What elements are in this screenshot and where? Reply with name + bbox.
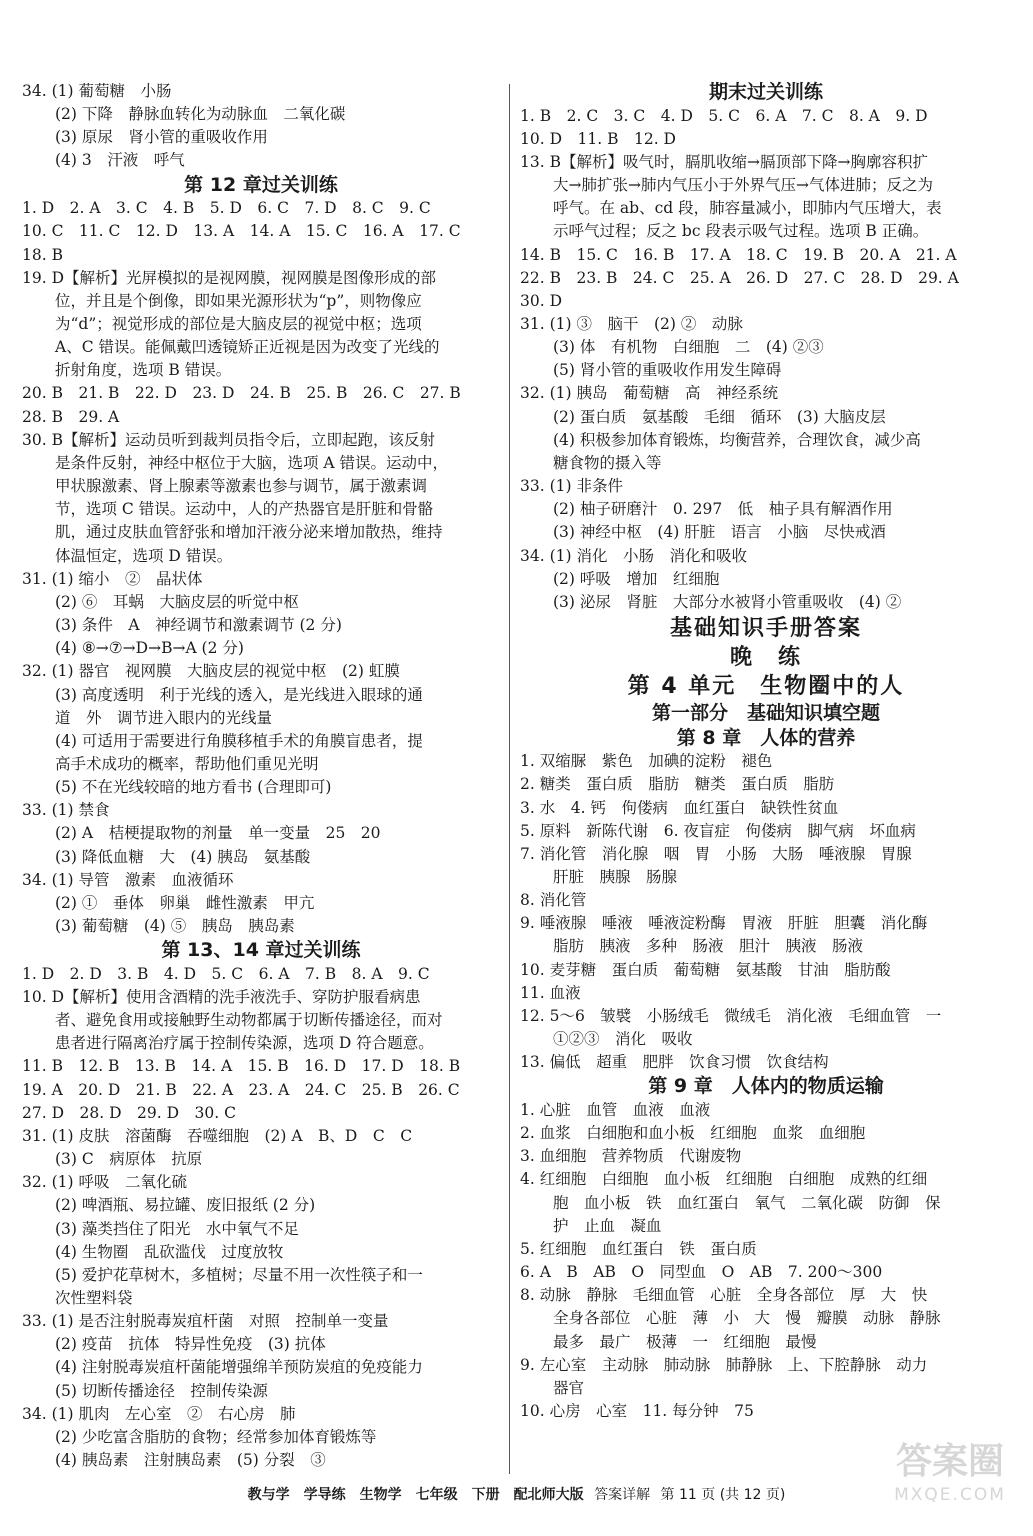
watermark-url: MXQE.COM xyxy=(894,1485,1006,1505)
answer-line: 折射角度，选项 B 错误。 xyxy=(55,361,232,380)
answer-line: 11. B 12. B 13. B 14. A 15. B 16. D 17. D 18. B xyxy=(22,1057,461,1076)
footer-page-number: 第 11 页 (共 12 页) xyxy=(660,1487,786,1503)
answer-line: 32. (1) 呼吸 二氧化硫 xyxy=(22,1173,187,1192)
answer-line: 节，选项 C 错误。运动中，人的产热器官是肝脏和骨骼 xyxy=(55,500,434,519)
answer-line: 9. 唾液腺 唾液 唾液淀粉酶 胃液 肝脏 胆囊 消化酶 xyxy=(520,914,928,933)
answer-line: 32. (1) 胰岛 葡萄糖 高 神经系统 xyxy=(520,384,778,403)
section-heading: 第 9 章 人体内的物质运输 xyxy=(648,1075,884,1098)
answer-line: 3. 水 4. 钙 佝偻病 血红蛋白 缺铁性贫血 xyxy=(520,798,839,817)
answer-line: 4. 红细胞 白细胞 血小板 红细胞 白细胞 成熟的红细 xyxy=(520,1170,928,1189)
answer-line: A、C 错误。能佩戴凹透镜矫正近视是因为改变了光线的 xyxy=(55,338,440,357)
answer-line: 31. (1) ③ 脑干 (2) ② 动脉 xyxy=(520,315,743,333)
answer-line: (2) ① 垂体 卵巢 雌性激素 甲亢 xyxy=(55,893,315,912)
answer-line: 位，并且是个倒像，即如果光源形状为“p”，则物像应 xyxy=(55,291,422,310)
answer-line: 1. D 2. A 3. C 4. B 5. D 6. C 7. D 8. C 9. C xyxy=(22,199,431,218)
answer-line: 13. B【解析】吸气时，膈肌收缩→膈顶部下降→胸廓容积扩 xyxy=(520,152,928,171)
answer-line: 34. (1) 葡萄糖 小肠 xyxy=(22,82,172,100)
answer-line: (4) 可适用于需要进行角膜移植手术的角膜盲患者，提 xyxy=(55,731,423,750)
answer-line: 2. 血浆 白细胞和血小板 红细胞 血浆 血细胞 xyxy=(520,1124,866,1143)
answer-line: (4) 生物圈 乱砍滥伐 过度放牧 xyxy=(55,1242,284,1261)
footer-section: 答案详解 xyxy=(594,1487,651,1503)
answer-line: 20. B 21. B 22. D 23. D 24. B 25. B 26. C 27. B xyxy=(22,384,461,403)
answer-line: 2. 糖类 蛋白质 脂肪 糖类 蛋白质 脂肪 xyxy=(520,775,835,794)
answer-line: 22. B 23. B 24. C 25. A 26. D 27. C 28. D 29. A xyxy=(520,268,959,287)
answer-line: (5) 不在光线较暗的地方看书 (合理即可) xyxy=(55,778,332,797)
answer-line: 9. 左心室 主动脉 肺动脉 肺静脉 上、下腔静脉 动力 xyxy=(520,1355,928,1374)
answer-line: (5) 爱护花草树木，多植树；尽量不用一次性筷子和一 xyxy=(55,1265,423,1284)
section-heading: 期末过关训练 xyxy=(708,81,823,103)
section-heading: 第 8 章 人体的营养 xyxy=(676,726,856,749)
answer-line: 脂肪 胰液 多种 肠液 胆汁 胰液 肠液 xyxy=(553,937,864,956)
answer-line: (2) 下降 静脉血转化为动脉血 二氧化碳 xyxy=(55,105,346,124)
answer-line: 18. B xyxy=(22,245,63,264)
right-answer-column xyxy=(520,80,1012,1423)
answer-line: (2) 少吃富含脂肪的食物；经常参加体育锻炼等 xyxy=(55,1427,377,1446)
answer-line: 为“d”；视觉形成的部位是大脑皮层的视觉中枢；选项 xyxy=(55,315,422,333)
answer-line: 示呼气过程；反之 bc 段表示吸气过程。选项 B 正确。 xyxy=(553,222,929,241)
answer-line: 32. (1) 器官 视网膜 大脑皮层的视觉中枢 (2) 虹膜 xyxy=(22,662,400,681)
answer-line: (3) 体 有机物 白细胞 二 (4) ②③ xyxy=(553,338,824,357)
answer-line: (2) 柚子研磨汁 0. 297 低 柚子具有解酒作用 xyxy=(553,500,893,519)
answer-line: 33. (1) 是否注射脱毒炭疽杆菌 对照 控制单一变量 xyxy=(22,1312,389,1331)
answer-line: (3) 条件 A 神经调节和激素调节 (2 分) xyxy=(55,616,342,635)
answer-line: 30. D xyxy=(520,291,563,310)
answer-line: 19. D【解析】光屏模拟的是视网膜，视网膜是图像形成的部 xyxy=(22,268,437,287)
answer-line: 7. 消化管 消化腺 咽 胃 小肠 大肠 唾液腺 胃腺 xyxy=(520,844,912,863)
answer-line: 胞 血小板 铁 血红蛋白 氧气 二氧化碳 防御 保 xyxy=(553,1193,941,1212)
answer-line: (2) 呼吸 增加 红细胞 xyxy=(553,569,720,588)
watermark-text: 答案圈 xyxy=(895,1441,1004,1482)
section-heading: 第 13、14 章过关训练 xyxy=(161,939,361,962)
answer-line: (5) 肾小管的重吸收作用发生障碍 xyxy=(553,361,782,380)
answer-line: 甲状腺激素、肾上腺素等激素也参与调节，属于激素调 xyxy=(55,477,428,496)
answer-line: (4) 胰岛素 注射胰岛素 (5) 分裂 ③ xyxy=(55,1451,326,1470)
answer-line: (5) 切断传播途径 控制传染源 xyxy=(55,1381,268,1400)
answer-line: 34. (1) 导管 激素 血液循环 xyxy=(22,870,234,889)
answer-line: 33. (1) 非条件 xyxy=(520,477,623,496)
answer-line: 31. (1) 缩小 ② 晶状体 xyxy=(22,569,203,588)
answer-line: 次性塑料袋 xyxy=(55,1289,133,1307)
answer-line: 糖食物的摄入等 xyxy=(553,453,662,472)
answer-line: 护 止血 凝血 xyxy=(553,1216,662,1235)
answer-line: 10. 心房 心室 11. 每分钟 75 xyxy=(520,1402,754,1421)
answer-line: 14. B 15. C 16. B 17. A 18. C 19. B 20. A 21. A xyxy=(520,245,957,264)
answer-line: 1. 双缩脲 紫色 加碘的淀粉 褪色 xyxy=(520,752,773,771)
left-answer-column xyxy=(22,80,500,1472)
answer-line: 者、避免食用或接触野生动物都属于切断传播途径，而对 xyxy=(55,1011,443,1030)
answer-line: (3) C 病原体 抗原 xyxy=(55,1150,203,1169)
answer-line: 27. D 28. D 29. D 30. C xyxy=(22,1103,236,1122)
answer-line: 5. 原料 新陈代谢 6. 夜盲症 佝偻病 脚气病 坏血病 xyxy=(520,821,916,840)
answer-line: 1. 心脏 血管 血液 血液 xyxy=(520,1101,711,1119)
answer-line: (2) 啤酒瓶、易拉罐、废旧报纸 (2 分) xyxy=(55,1196,316,1215)
answer-line: (4) 积极参加体育锻炼，均衡营养，合理饮食，减少高 xyxy=(553,430,921,449)
answer-line: 最多 最广 极薄 一 红细胞 最慢 xyxy=(553,1332,817,1351)
watermark-logo xyxy=(880,1440,1020,1530)
answer-line: 13. 偏低 超重 肥胖 饮食习惯 饮食结构 xyxy=(520,1053,829,1072)
answer-line: (2) A 桔梗提取物的剂量 单一变量 25 20 xyxy=(55,824,381,843)
answer-line: 19. A 20. D 21. B 22. A 23. A 24. C 25. B 26. C xyxy=(22,1080,460,1099)
footer-book-title: 教与学 学导练 生物学 七年级 下册 配北师大版 xyxy=(247,1487,584,1503)
answer-line: (3) 降低血糖 大 (4) 胰岛 氨基酸 xyxy=(55,847,311,866)
answer-line: (3) 神经中枢 (4) 肝脏 语言 小脑 尽快戒酒 xyxy=(553,523,886,542)
answer-line: (2) ⑥ 耳蜗 大脑皮层的听觉中枢 xyxy=(55,592,299,611)
answer-line: (4) 3 汗液 呼气 xyxy=(55,151,185,170)
answer-line: 31. (1) 皮肤 溶菌酶 吞噬细胞 (2) A B、D C C xyxy=(22,1126,413,1145)
answer-line: 道 外 调节进入眼内的光线量 xyxy=(55,708,273,727)
answer-line: 8. 动脉 静脉 毛细血管 心脏 全身各部位 厚 大 快 xyxy=(520,1286,928,1305)
section-heading: 第 4 单元 生物圈中的人 xyxy=(627,674,905,700)
answer-line: 11. 血液 xyxy=(520,983,581,1002)
answer-line: 6. A B AB O 同型血 O AB 7. 200～300 xyxy=(520,1263,883,1282)
answer-line: 10. D【解析】使用含酒精的洗手液洗手、穿防护服看病患 xyxy=(22,987,421,1006)
answer-line: 呼气。在 ab、cd 段，肺容量减小，即肺内气压增大，表 xyxy=(553,199,942,218)
section-heading: 第 12 章过关训练 xyxy=(184,173,338,196)
answer-line: 大→肺扩张→肺内气压小于外界气压→气体进肺；反之为 xyxy=(553,176,933,195)
answer-line: 肌，通过皮肤血管舒张和增加汗液分泌来增加散热，维持 xyxy=(55,523,443,542)
answer-line: 34. (1) 消化 小肠 消化和吸收 xyxy=(520,546,747,565)
answer-line: 是条件反射，神经中枢位于大脑，选项 A 错误。运动中， xyxy=(55,453,449,472)
answer-line: 34. (1) 肌肉 左心室 ② 右心房 肺 xyxy=(22,1404,296,1423)
section-heading: 基础知识手册答案 xyxy=(669,616,862,642)
answer-line: (3) 原尿 肾小管的重吸收作用 xyxy=(55,128,268,147)
answer-line: (2) 蛋白质 氨基酸 毛细 循环 (3) 大脑皮层 xyxy=(553,407,886,426)
answer-line: 10. D 11. B 12. D xyxy=(520,129,676,148)
answer-line: 高手术成功的概率，帮助他们重见光明 xyxy=(55,754,319,773)
column-divider xyxy=(509,84,510,1474)
answer-line: 体温恒定，选项 D 错误。 xyxy=(55,546,233,565)
answer-line: 10. 麦芽糖 蛋白质 葡萄糖 氨基酸 甘油 脂肪酸 xyxy=(520,960,891,979)
answer-line: 患者进行隔离治疗属于控制传染源，选项 D 符合题意。 xyxy=(55,1034,434,1053)
answer-line: 28. B 29. A xyxy=(22,407,120,426)
answer-line: 30. B【解析】运动员听到裁判员指令后，立即起跑，该反射 xyxy=(22,430,435,449)
answer-line: (2) 疫苗 抗体 特异性免疫 (3) 抗体 xyxy=(55,1335,326,1354)
section-heading: 晚 练 xyxy=(729,645,802,671)
answer-line: ①②③ 消化 吸收 xyxy=(553,1030,693,1049)
answer-line: (3) 藻类挡住了阳光 水中氧气不足 xyxy=(55,1219,299,1238)
answer-line: 8. 消化管 xyxy=(520,891,587,910)
answer-line: (3) 葡萄糖 (4) ⑤ 胰岛 胰岛素 xyxy=(55,917,295,936)
section-heading: 第一部分 基础知识填空题 xyxy=(651,702,880,725)
answer-line: (4) 注射脱毒炭疽杆菌能增强绵羊预防炭疽的免疫能力 xyxy=(55,1358,423,1377)
answer-line: 肝脏 胰腺 肠腺 xyxy=(553,868,678,886)
answer-line: 全身各部位 心脏 薄 小 大 慢 瓣膜 动脉 静脉 xyxy=(553,1309,941,1328)
answer-line: 1. B 2. C 3. C 4. D 5. C 6. A 7. C 8. A 9. D xyxy=(520,106,928,125)
page-footer xyxy=(0,1484,1033,1504)
answer-line: 1. D 2. D 3. B 4. D 5. C 6. A 7. B 8. A 9. C xyxy=(22,964,430,983)
answer-line: 10. C 11. C 12. D 13. A 14. A 15. C 16. A 17. C xyxy=(22,222,461,241)
answer-line: (3) 高度透明 利于光线的透入，是光线进入眼球的通 xyxy=(55,685,423,704)
answer-line: (4) ⑧→⑦→D→B→A (2 分) xyxy=(55,639,244,658)
answer-line: 器官 xyxy=(553,1378,585,1397)
answer-line: 3. 血细胞 营养物质 代谢废物 xyxy=(520,1147,742,1166)
answer-line: 12. 5～6 皱襞 小肠绒毛 微绒毛 消化液 毛细血管 一 xyxy=(520,1006,942,1025)
answer-line: (3) 泌尿 肾脏 大部分水被肾小管重吸收 (4) ② xyxy=(553,592,902,611)
answer-line: 33. (1) 禁食 xyxy=(22,801,110,820)
answer-line: 5. 红细胞 血红蛋白 铁 蛋白质 xyxy=(520,1239,757,1258)
